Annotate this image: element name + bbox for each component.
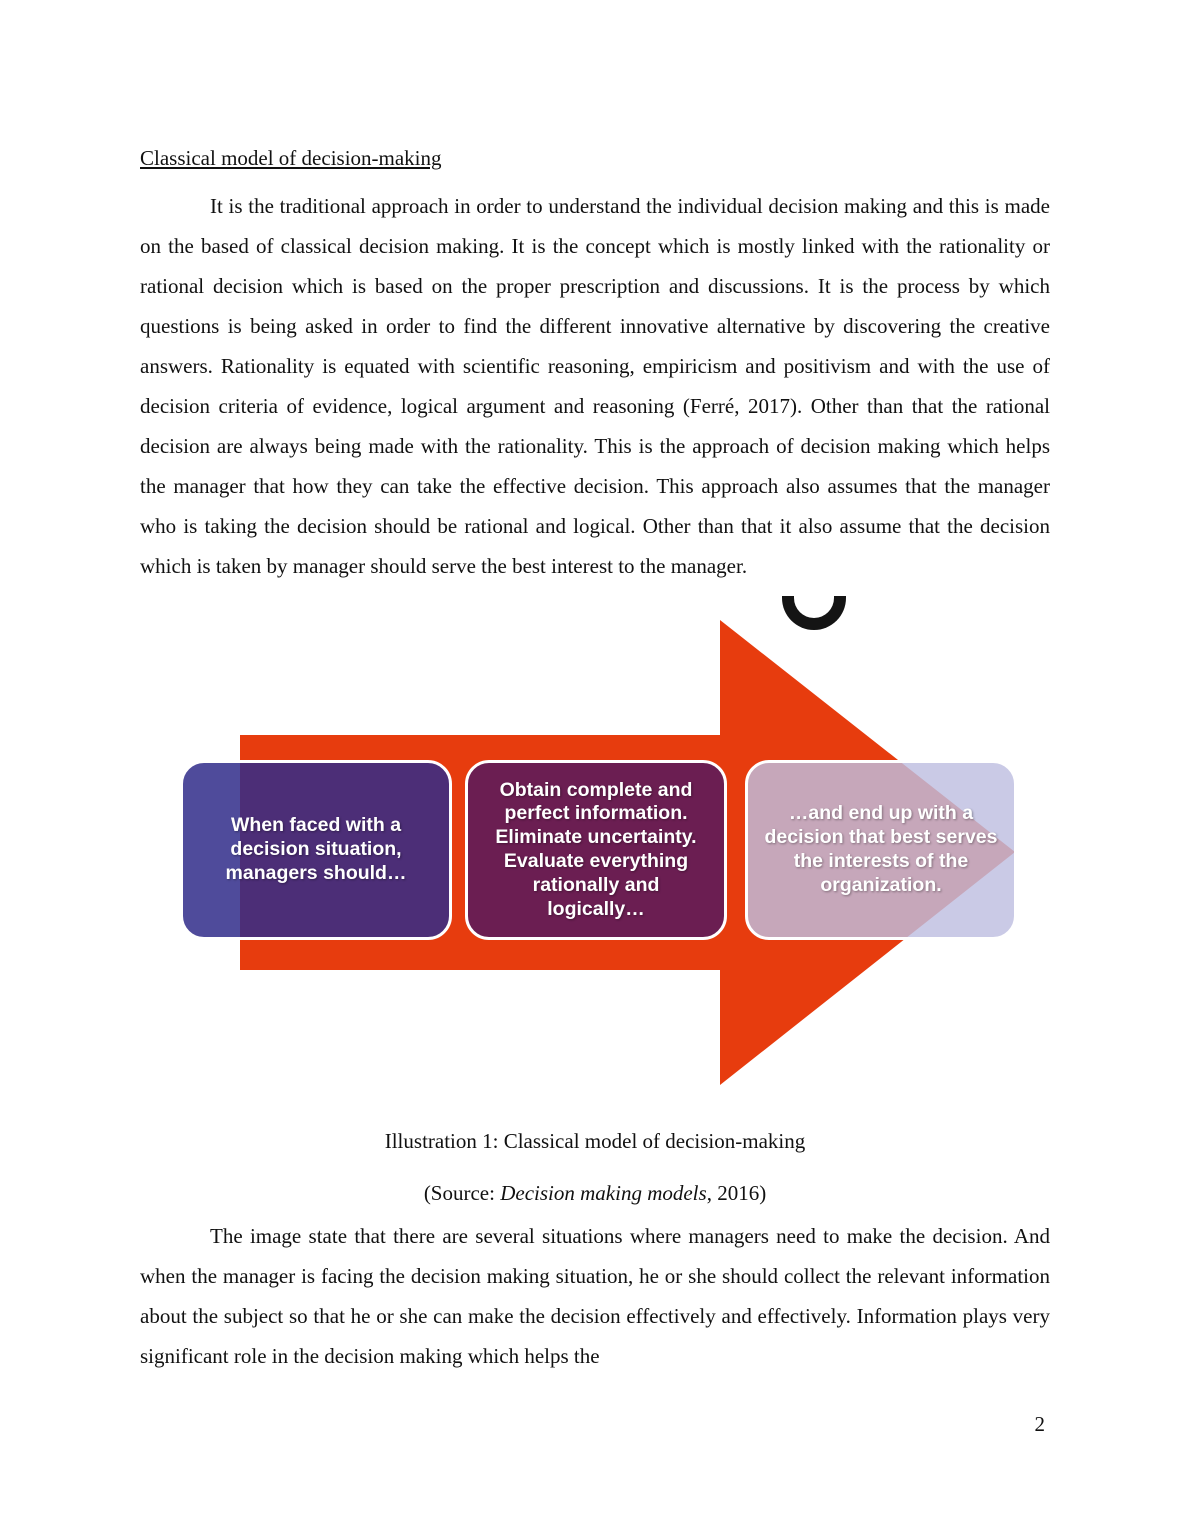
source-title: Decision making models: [500, 1181, 707, 1205]
flow-box-3: [745, 760, 1017, 940]
figure-caption: Illustration 1: Classical model of decision-making: [384, 1129, 806, 1153]
figure-source: [140, 1178, 1050, 1208]
flow-box-1-label: When faced with a decision situation, managers should…: [225, 814, 407, 884]
page-number: 2: [1034, 1412, 1045, 1436]
flow-box-2: [465, 760, 727, 940]
flow-box-2-label: Obtain complete and perfect information. Eliminate uncertainty. Evaluate everything rationally and logically…: [495, 778, 697, 920]
source-prefix: (Source:: [423, 1181, 501, 1205]
decision-model-figure: [140, 600, 1050, 1100]
paragraph-1: It is the traditional approach in order to understand the individual decision making and this is made on the based of classical decision making. It is the concept which is mostly linked with the rationality or rational decision which is based on the proper prescription and discussions. It is the process by which questions is being asked in order to find the different innovative alternative by discovering the creative answers. Rationality is equated with scientific reasoning, empiricism and positivism and with the use of decision criteria of evidence, logical argument and reasoning (Ferré, 2017). Other than that the rational decision are always being made with the rationality. This is the approach of decision making which helps the manager that how they can take the effective decision. This approach also assumes that the manager who is taking the decision should be rational and logical. Other than that it also assume that the decision which is taken by manager should serve the best interest to the manager.: [140, 194, 1050, 578]
source-suffix: , 2016): [706, 1181, 767, 1205]
section-heading: Classical model of decision-making: [140, 146, 442, 170]
paragraph-2: The image state that there are several situations where managers need to make the decision. And when the manager is facing the decision making situation, he or she should collect the relevant information about the subject so that he or she can make the decision effectively and effectively. Information plays very significant role in the decision making which helps the: [140, 1224, 1050, 1368]
flow-box-1: [180, 760, 452, 940]
flow-box-3-label: …and end up with a decision that best serves the interests of the organization.: [764, 802, 998, 896]
